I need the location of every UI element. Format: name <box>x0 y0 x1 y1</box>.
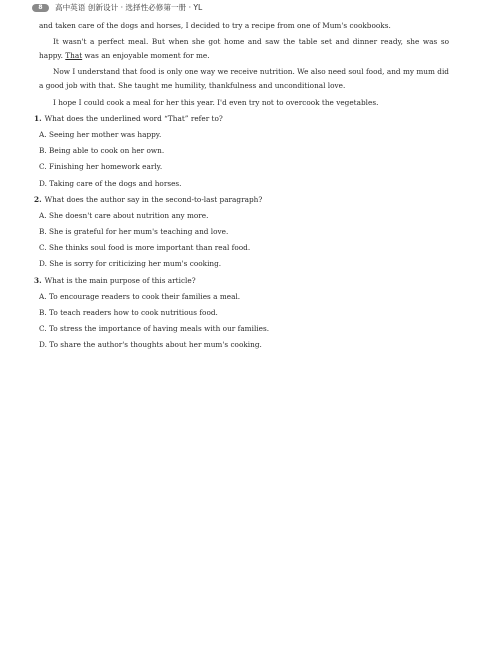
answer-option: A. She doesn't care about nutrition any more. <box>39 210 209 220</box>
question-stem <box>34 112 449 126</box>
answer-option: B. To teach readers how to cook nutritious food. <box>39 308 218 317</box>
answer-option: D. She is sorry for criticizing her mum's cooking. <box>39 259 222 269</box>
question-number: 1. <box>34 113 42 123</box>
paragraph-hope: I hope I could cook a meal for her this year. I'd even try not to overcook the vegetables. <box>53 97 379 107</box>
question-number: 2. <box>34 194 42 204</box>
question-text: What does the underlined word “That” refer to? <box>44 113 223 123</box>
question-3 <box>34 274 449 353</box>
question-text: What does the author say in the second-to-last paragraph? <box>44 194 263 204</box>
underlined-word-that: That <box>65 51 83 61</box>
answer-option: A. Seeing her mother was happy. <box>39 129 162 139</box>
answer-option: C. She thinks soul food is more important than real food. <box>39 243 251 253</box>
paragraph-soul-food: Now I understand that food is only one way we receive nutrition. We also need soul food, and my mum did a good job with that. She taught me humility, thankfulness and unconditional love. <box>39 67 449 91</box>
answer-option: B. Being able to cook on her own. <box>39 146 165 156</box>
page-header <box>32 2 202 13</box>
question-text: What is the main purpose of this article? <box>44 275 196 285</box>
paragraph-continuation: and taken care of the dogs and horses, I decided to try a recipe from one of Mum's cookbooks. <box>39 21 391 30</box>
question-stem <box>34 274 449 288</box>
article-content <box>34 19 449 355</box>
answer-option: B. She is grateful for her mum's teaching and love. <box>39 227 229 237</box>
paragraph-meal-text: It wasn't a perfect meal. But when she got home and saw the table set and dinner ready, she was so happy. <box>39 37 449 61</box>
answer-option: C. Finishing her homework early. <box>39 162 163 172</box>
book-title: 高中英语 创新设计 · 选择性必修第一册 · YL <box>55 3 203 12</box>
paragraph-meal <box>39 35 449 63</box>
paragraph-meal-rest: was an enjoyable moment for me. <box>82 51 210 61</box>
answer-option: C. To stress the importance of having meals with our families. <box>39 324 270 334</box>
question-2 <box>34 193 449 272</box>
answer-option: A. To encourage readers to cook their families a meal. <box>39 291 241 301</box>
answer-option: D. Taking care of the dogs and horses. <box>39 178 182 188</box>
page-number-badge: 8 <box>32 4 49 12</box>
question-stem <box>34 193 449 207</box>
question-1 <box>34 112 449 191</box>
question-number: 3. <box>34 275 42 285</box>
answer-option: D. To share the author's thoughts about her mum's cooking. <box>39 340 262 350</box>
